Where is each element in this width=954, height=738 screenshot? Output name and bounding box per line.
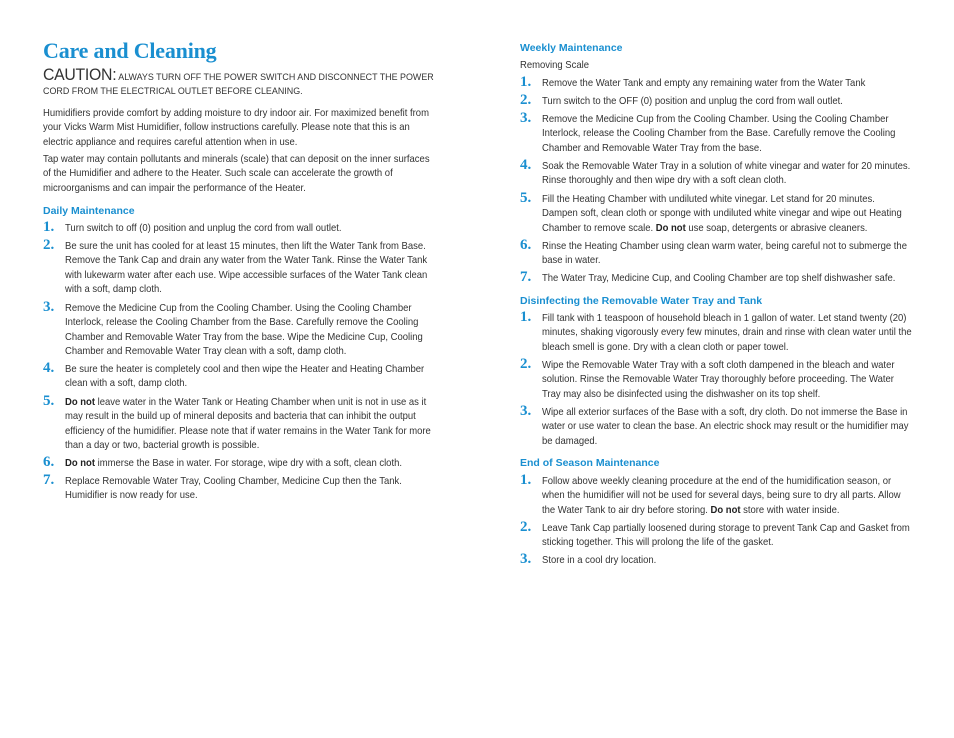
step-number: 2. — [43, 237, 55, 253]
step-number: 5. — [520, 190, 532, 206]
caution-text: ALWAYS TURN OFF THE POWER SWITCH AND DISCONNECT THE POWER CORD FROM THE ELECTRICAL OUTLET BEFORE CLEANING. — [43, 72, 434, 97]
step-number: 1. — [520, 309, 532, 325]
step-text: Wipe the Removable Water Tray with a soft cloth dampened in the bleach and water solution. Rinse the Removable Water Tray thoroughly before proceeding. The Water Tray may also be disinfected using the dishwasher on its top shelf. — [542, 360, 895, 400]
step-number: 1. — [520, 472, 532, 488]
step-text: Fill the Heating Chamber with undiluted white vinegar. Let stand for 20 minutes. Dampen soft, clean cloth or sponge with undiluted white vinegar and wipe out Heating Chamber to remove scale. Do not use soap, detergents or abrasive cleaners. — [542, 194, 902, 234]
step-number: 2. — [520, 519, 532, 535]
step-text: Turn switch to the OFF (0) position and unplug the cord from wall outlet. — [542, 96, 843, 107]
step-text: Be sure the heater is completely cool and then wipe the Heater and Heating Chamber clean with a soft, damp cloth. — [65, 364, 425, 390]
step-text: Soak the Removable Water Tray in a solution of white vinegar and water for 20 minutes. Rinse thoroughly and then wipe dry with a soft clean cloth. — [542, 161, 911, 187]
step-number: 4. — [520, 157, 532, 173]
disinfecting-heading: Disinfecting the Removable Water Tray and Tank — [520, 295, 763, 307]
step-number: 1. — [520, 74, 532, 90]
step-text: Replace Removable Water Tray, Cooling Chamber, Medicine Cup then the Tank. Humidifier is now ready for use. — [65, 476, 402, 502]
step-number: 5. — [43, 393, 55, 409]
step-emphasis: Do not — [65, 397, 95, 408]
step-number: 6. — [520, 237, 532, 253]
step-text: Be sure the unit has cooled for at least 15 minutes, then lift the Water Tank from Base. Remove the Tank Cap and drain any water from the Water Tank. Rinse the Water Tank with lukewarm water after each use. Wipe accessible surfaces of the Water Tank clean with a soft, damp cloth. — [65, 241, 428, 296]
step-number: 2. — [520, 92, 532, 108]
step-text: Wipe all exterior surfaces of the Base with a soft, dry cloth. Do not immerse the Base in water or use water to clean the base. An electric shock may result or the humidifier may be damaged. — [542, 407, 909, 447]
end-of-season-heading: End of Season Maintenance — [520, 457, 660, 469]
step-emphasis: Do not — [65, 458, 95, 469]
intro-paragraph-2: Tap water may contain pollutants and minerals (scale) that can deposit on the inner surfaces of the Humidifier and adhere to the Heater. Such scale can accelerate the growth of microorganisms and can impair the performance of the Heater. — [43, 154, 430, 194]
weekly-maintenance-heading: Weekly Maintenance — [520, 42, 623, 54]
step-number: 1. — [43, 219, 55, 235]
daily-maintenance-heading: Daily Maintenance — [43, 205, 135, 217]
step-number: 2. — [520, 356, 532, 372]
step-number: 4. — [43, 360, 55, 376]
step-text: Store in a cool dry location. — [542, 555, 657, 566]
step-text: Rinse the Heating Chamber using clean warm water, being careful not to submerge the base in water. — [542, 241, 907, 267]
step-text: Do not immerse the Base in water. For storage, wipe dry with a soft, clean cloth. — [65, 458, 402, 469]
step-text: The Water Tray, Medicine Cup, and Cooling Chamber are top shelf dishwasher safe. — [542, 273, 896, 284]
step-text: Leave Tank Cap partially loosened during storage to prevent Tank Cap and Gasket from sticking together. This will prolong the life of the gasket. — [542, 523, 910, 549]
step-text: Do not leave water in the Water Tank or Heating Chamber when unit is not in use as it may result in the build up of mineral deposits and bacteria that can inhibit the output efficiency of the humidifier. Please note that if water remains in the Water Tank for more than a day or two, bacterial growth is possible. — [65, 397, 431, 452]
step-number: 3. — [520, 110, 532, 126]
step-text: Turn switch to off (0) position and unplug the cord from wall outlet. — [65, 223, 342, 234]
step-number: 7. — [520, 269, 532, 285]
step-number: 3. — [43, 299, 55, 315]
step-text: Remove the Medicine Cup from the Cooling Chamber. Using the Cooling Chamber Interlock, release the Cooling Chamber from the Base. Carefully remove the Cooling Chamber and Removable Water Tray from the base. Wipe the Medicine Cup, Cooling Chamber and Removable Water Tray clean with a soft, damp cloth. — [65, 303, 423, 358]
step-number: 3. — [520, 403, 532, 419]
intro-paragraph-1: Humidifiers provide comfort by adding moisture to dry indoor air. For maximized benefit from your Vicks Warm Mist Humidifier, follow instructions carefully. Please note that this is an electric appliance and requires careful attention when in use. — [43, 108, 429, 148]
page-title: Care and Cleaning — [43, 38, 217, 63]
step-emphasis: Do not — [710, 504, 741, 516]
step-emphasis: Do not — [655, 222, 686, 234]
step-text: Remove the Medicine Cup from the Cooling Chamber. Using the Cooling Chamber Interlock, release the Cooling Chamber from the Base. Carefully remove the Cooling Chamber and Removable Water Tray from the base. — [542, 114, 896, 154]
step-text: Follow above weekly cleaning procedure at the end of the humidification season, or when the humidifier will not be used for several days, being sure to dry all parts. Allow the Water Tank to air dry before storing. Do not store with water inside. — [542, 476, 901, 516]
caution-notice — [43, 65, 435, 99]
caution-word: CAUTION: — [43, 65, 117, 84]
removing-scale-subheading: Removing Scale — [520, 60, 589, 71]
step-number: 3. — [520, 551, 532, 567]
step-number: 7. — [43, 472, 55, 488]
step-text: Fill tank with 1 teaspoon of household bleach in 1 gallon of water. Let stand twenty (20) minutes, shaking vigorously every few minutes, drain and rinse with clean water until the bleach smell is gone. Dry with a clean cloth or paper towel. — [542, 313, 912, 353]
step-number: 6. — [43, 454, 55, 470]
step-text: Remove the Water Tank and empty any remaining water from the Water Tank — [542, 78, 866, 89]
